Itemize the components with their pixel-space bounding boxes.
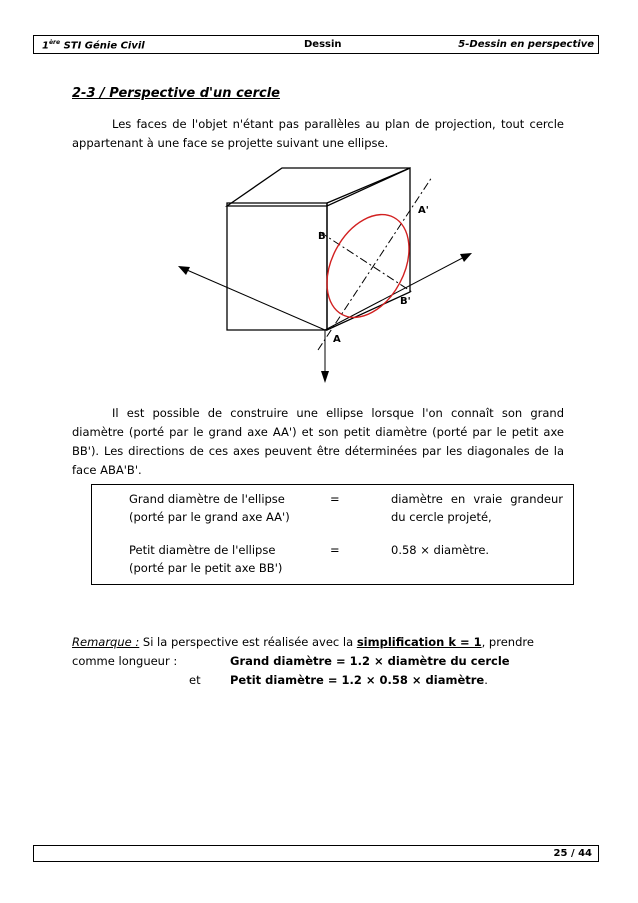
rule2-right: 0.58 × diamètre. xyxy=(391,543,490,557)
formula-petit: Petit diamètre = 1.2 × 0.58 × diamètre xyxy=(230,673,485,687)
header-class: 1ère STI Génie Civil xyxy=(42,39,145,52)
remark-line1: Remarque : Si la perspective est réalisée avec la simplification k = 1, prendre xyxy=(72,635,534,649)
right-axis-line xyxy=(325,254,470,330)
cube-ellipse-diagram xyxy=(170,165,490,390)
rule2-equals: = xyxy=(330,543,340,557)
rule1-right-line1: diamètre en vraie grandeur xyxy=(391,492,563,506)
label-a-prime: A' xyxy=(418,205,429,216)
remark-line2: comme longueur : Grand diamètre = 1.2 × diamètre du cercle xyxy=(72,652,572,671)
remark-line3: et Petit diamètre = 1.2 × 0.58 × diamètre. xyxy=(189,673,488,687)
label-a: A xyxy=(333,334,341,345)
left-arrowhead xyxy=(178,266,190,275)
rule1-left-line1: Grand diamètre de l'ellipse xyxy=(129,492,285,506)
formula-grand: Grand diamètre = 1.2 × diamètre du cercle xyxy=(230,654,510,668)
rule1-equals: = xyxy=(330,492,340,506)
label-b-prime: B' xyxy=(400,296,411,307)
right-arrowhead xyxy=(460,253,472,262)
simplification-text: simplification k = 1 xyxy=(356,635,482,649)
page-footer xyxy=(33,845,599,862)
intro-paragraph: Les faces de l'objet n'étant pas parallèles au plan de projection, tout cercle appartenant à une face se projette suivant une ellipse. xyxy=(72,117,564,150)
rule1-right-line2: du cercle projeté, xyxy=(391,510,492,524)
remark-block xyxy=(72,633,572,690)
remark-label: Remarque : xyxy=(72,635,140,649)
minor-axis-line xyxy=(320,232,412,292)
rule1-left-line2: (porté par le grand axe AA') xyxy=(129,510,290,524)
diameter-rules-box xyxy=(91,484,574,585)
down-arrowhead xyxy=(321,371,329,383)
label-b: B xyxy=(318,231,326,242)
section-title: 2-3 / Perspective d'un cercle xyxy=(72,86,280,101)
page-number: 25 / 44 xyxy=(553,848,592,859)
left-axis-line xyxy=(180,267,325,330)
page-header xyxy=(33,35,599,54)
header-subject: Dessin xyxy=(304,39,342,50)
rule2-left-line1: Petit diamètre de l'ellipse xyxy=(129,543,276,557)
header-chapter: 5-Dessin en perspective xyxy=(458,39,594,50)
explanation-paragraph: Il est possible de construire une ellipse lorsque l'on connaît son grand diamètre (porté par le grand axe AA') et son petit diamètre (porté par le petit axe BB'). Les directions de ces axes peuvent être déterminées par les diagonales de la face ABA'B'. xyxy=(72,406,564,477)
rule2-left-line2: (porté par le petit axe BB') xyxy=(129,561,283,575)
